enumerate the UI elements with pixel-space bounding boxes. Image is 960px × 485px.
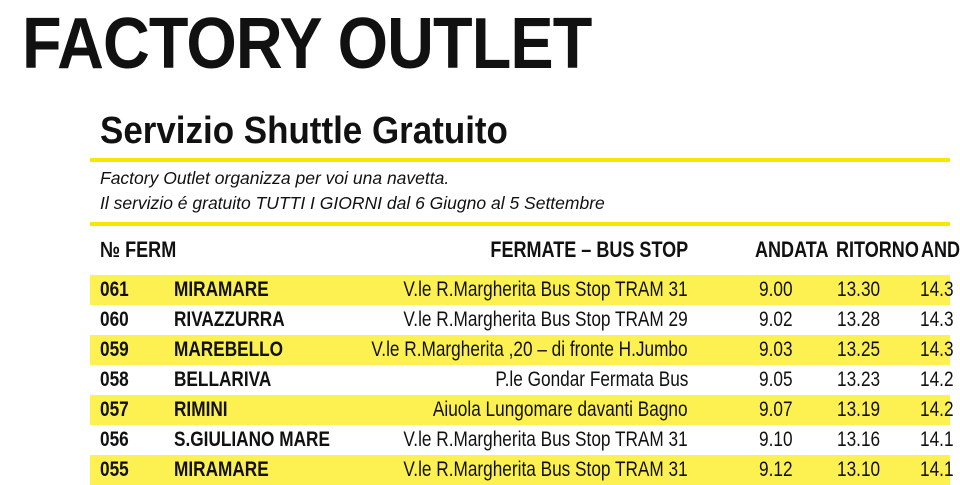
stop-name: BELLARIVA [174,368,272,391]
andata-time: 9.00 [759,278,793,301]
table-row [90,425,954,455]
header-ritorno: RITORNO [836,237,919,262]
andata-time: 9.12 [759,458,793,481]
stop-name: MIRAMARE [174,278,269,301]
header-andata: ANDATA [755,237,829,262]
stop-name: S.GIULIANO MARE [174,428,330,451]
stop-number: 061 [100,278,129,301]
andata-2-time: 14.1 [920,458,954,481]
ritorno-time: 13.23 [837,368,881,391]
table-header [90,233,960,275]
bottom-divider [90,222,950,226]
page-subtitle: Servizio Shuttle Gratuito [100,110,508,152]
andata-2-time: 14.2 [920,398,954,421]
andata-2-time: 14.2 [920,368,954,391]
stop-number: 058 [100,368,129,391]
ritorno-time: 13.19 [837,398,881,421]
stop-location: V.le R.Margherita Bus Stop TRAM 31 [403,278,688,301]
table-body [90,275,954,485]
andata-time: 9.10 [759,428,793,451]
stop-location: Aiuola Lungomare davanti Bagno [433,398,688,421]
stop-number: 056 [100,428,129,451]
header-andata-2: AND [921,237,960,262]
andata-2-time: 14.3 [920,308,954,331]
intro-line-1: Factory Outlet organizza per voi una navetta. [100,168,450,188]
schedule-table [90,233,960,485]
page-title: FACTORY OUTLET [22,4,592,84]
stop-location: P.le Gondar Fermata Bus [494,368,688,391]
top-divider [90,158,950,162]
stop-location: V.le R.Margherita Bus Stop TRAM 29 [403,308,688,331]
table-row [90,305,954,335]
intro-line-2: Il servizio é gratuito TUTTI I GIORNI dal 6 Giugno al 5 Settembre [100,193,605,213]
header-stop-number: № FERM [100,237,177,262]
stop-number: 057 [100,398,129,421]
andata-time: 9.02 [759,308,793,331]
stop-name: MAREBELLO [174,338,284,361]
ritorno-time: 13.30 [837,278,881,301]
stop-location: V.le R.Margherita Bus Stop TRAM 31 [403,458,688,481]
ritorno-time: 13.10 [837,458,881,481]
stop-name: MIRAMARE [174,458,269,481]
andata-2-time: 14.3 [920,278,954,301]
table-row [90,455,954,485]
andata-time: 9.05 [759,368,793,391]
stop-number: 059 [100,338,129,361]
intro-text [100,166,605,216]
andata-time: 9.07 [759,398,793,421]
table-row [90,365,954,395]
ritorno-time: 13.28 [837,308,881,331]
stop-name: RIVAZZURRA [174,308,285,331]
andata-time: 9.03 [759,338,793,361]
stop-name: RIMINI [174,398,228,421]
ritorno-time: 13.16 [837,428,881,451]
table-row [90,275,954,305]
andata-2-time: 14.3 [920,338,954,361]
andata-2-time: 14.1 [920,428,954,451]
stop-number: 055 [100,458,129,481]
ritorno-time: 13.25 [837,338,881,361]
header-bus-stop: FERMATE – BUS STOP [490,237,688,262]
stop-location: V.le R.Margherita Bus Stop TRAM 31 [403,428,688,451]
stop-location: V.le R.Margherita ,20 – di fronte H.Jumbo [371,338,688,361]
table-row [90,395,954,425]
table-row [90,335,954,365]
stop-number: 060 [100,308,129,331]
